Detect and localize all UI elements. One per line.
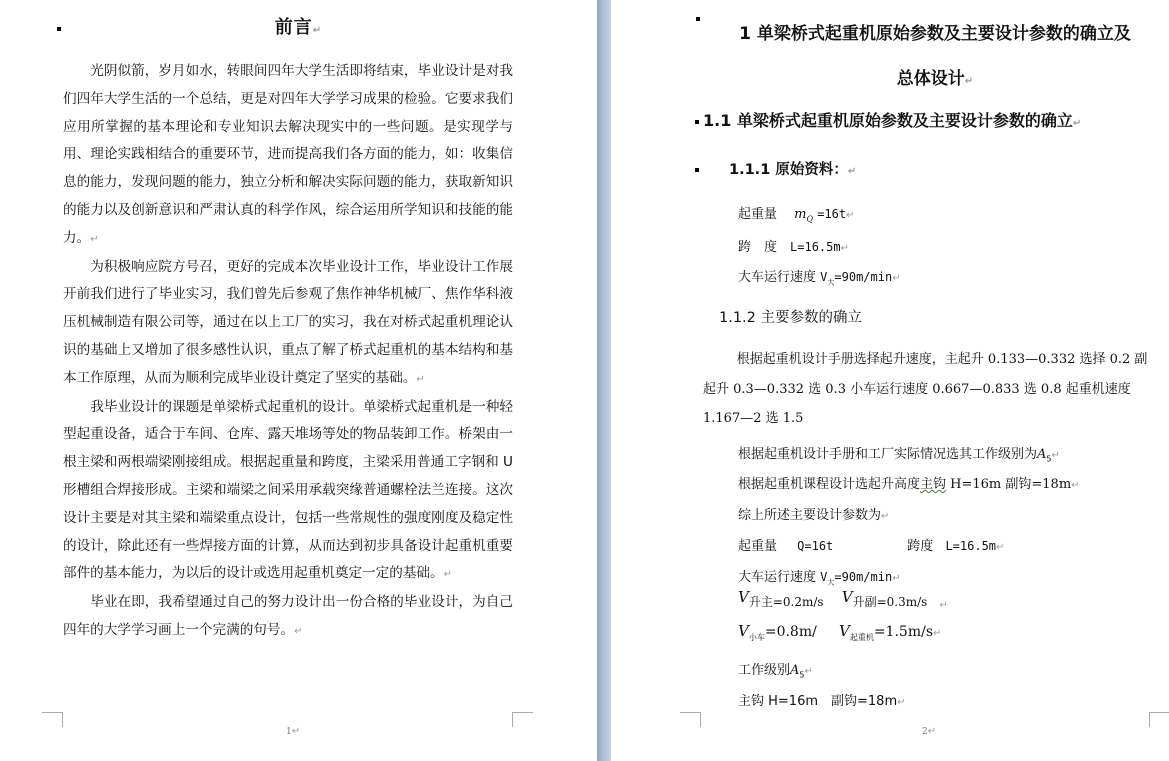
body-line-summary[interactable]: 综上所述主要设计参数为↵ — [738, 508, 890, 523]
page-number: 2↵ — [922, 726, 937, 737]
format-mark-bullet — [695, 168, 699, 172]
crop-mark — [1149, 712, 1169, 727]
preface-paragraph[interactable]: 我毕业设计的课题是单梁桥式起重机的设计。单梁桥式起重机是一种轻型起重设备，适合于车间、仓库、露天堆场等处的物品装卸工作。桥架由一根主梁和两根端梁刚接组成。根据起重量和跨度，主梁采用普通工字钢和 U 形槽组合焊接形成。主梁和端梁之间采用承载突缘普通螺栓法兰连接。这次设计主要是对其主梁和端梁重点设计，包括一些常规性的强度刚度及稳定性的设计，除此还有一些焊接方面的计算，从而达到初步具备设计起重机重要部件的基本能力，为以后的设计或选用起重机奠定一定的基础。↵ — [63, 398, 513, 582]
crop-mark — [680, 712, 701, 727]
subsection-heading[interactable]: 1.1.2 主要参数的确立 — [719, 310, 863, 326]
preface-paragraph[interactable]: 毕业在即，我希望通过自己的努力设计出一份合格的毕业设计，为自己四年的大学学习画上一个完满的句号。↵ — [63, 594, 513, 638]
page-number: 1↵ — [286, 726, 301, 737]
summary-travel-speed[interactable]: 大车运行速度 $V_大=90m/\min↵$ — [738, 570, 901, 587]
format-mark-bullet — [695, 120, 699, 124]
subsection-heading[interactable]: 1.1.1 原始资料：↵ — [729, 162, 857, 178]
page-gutter — [597, 0, 611, 761]
param-capacity[interactable]: 起重量 $m_Q$ =16t↵ — [738, 207, 855, 224]
preface-paragraph[interactable]: 为积极响应院方号召，更好的完成本次毕业设计工作，毕业设计工作展开前我们进行了毕业实习，我们曾先后参观了焦作神华机械厂、焦作华科液压机械制造有限公司等，通过在以上工厂的实习，我在对桥式起重机理论认识的基础上又增加了很多感性认识，重点了解了桥式起重机的基本结构和基本工作原理，从而为顺利完成毕业设计奠定了坚实的基础。↵ — [63, 258, 513, 386]
param-span[interactable]: 跨 度 L=16.5m↵ — [738, 240, 849, 255]
summary-hooks[interactable]: 主钩 H=16m 副钩=18m↵ — [738, 694, 906, 709]
section-heading[interactable]: 1.1 单梁桥式起重机原始参数及主要设计参数的确立↵ — [703, 111, 1082, 130]
document-page-2[interactable] — [611, 0, 1169, 761]
preface-body[interactable] — [63, 58, 513, 646]
summary-travel-speeds[interactable]: $V_{小车}=0.8m/$ $V_{起重机}=1.5m/s↵$ — [738, 622, 942, 642]
param-travel-speed[interactable]: 大车运行速度 $V_大=90m/\min↵$ — [738, 270, 901, 287]
crop-mark — [42, 712, 63, 727]
chapter-heading[interactable]: 1 单梁桥式起重机原始参数及主要设计参数的确立及 总体设计↵ — [739, 24, 1131, 89]
body-line-lift-height[interactable]: 根据起重机课程设计选起升高度主钩 H=16m 副钩=18m↵ — [738, 477, 1080, 492]
crop-mark — [512, 712, 533, 727]
body-paragraph[interactable]: 根据起重机设计手册选择起升速度，主起升 0.133—0.332 选择 0.2 副起升 0.3—0.332 选 0.3 小车运行速度 0.667—0.833 选 0.8 起重机速度 1.167—2 选 1.5 — [703, 352, 1148, 426]
preface-paragraph[interactable]: 光阴似箭，岁月如水，转眼间四年大学生活即将结束，毕业设计是对我们四年大学生活的一个总结，更是对四年大学学习成果的检验。它要求我们应用所掌握的基本理论和专业知识去解决现实中的一些问题。是实现学与用、理论实践相结合的重要环节，进而提高我们各方面的能力，如：收集信息的能力，发现问题的能力，独立分析和解决实际问题的能力，获取新知识的能力以及创新意识和严肃认真的科学作风，综合运用所学知识和技能的能力。↵ — [63, 63, 513, 246]
format-mark-bullet — [696, 17, 700, 21]
summary-capacity-span[interactable]: 起重量 Q=16t 跨度 L=16.5m↵ — [738, 539, 1005, 554]
body-line-work-class[interactable]: 根据起重机设计手册和工厂实际情况选其工作级别为$A_5↵$ — [738, 447, 1060, 464]
summary-work-class[interactable]: 工作级别$A_5↵$ — [738, 663, 813, 680]
summary-lift-speeds[interactable]: V升主=0.2m/s V升副=0.3m/s $_↵$ — [738, 588, 948, 611]
preface-title[interactable]: 前言↵ — [274, 17, 323, 38]
